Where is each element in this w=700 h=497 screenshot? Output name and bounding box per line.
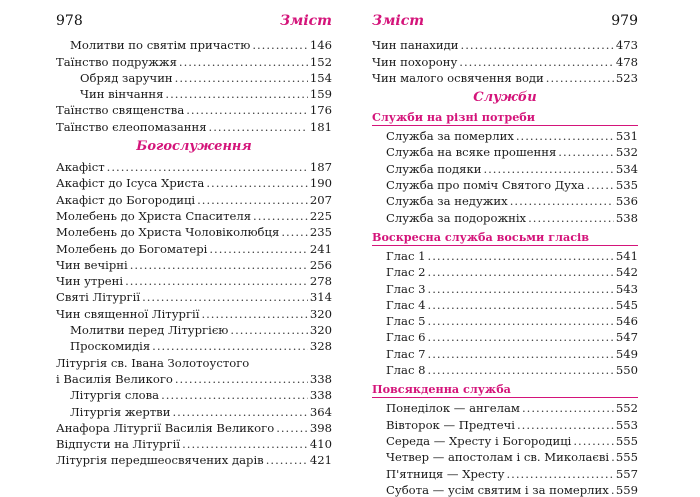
toc-entry xyxy=(56,85,332,101)
dot-leader xyxy=(428,282,614,296)
toc-entry-page-number: 181 xyxy=(309,119,332,134)
dot-leader xyxy=(130,258,308,272)
toc-entry xyxy=(56,36,332,52)
toc-entry xyxy=(372,247,638,263)
toc-entry xyxy=(372,328,638,344)
toc-entry-page-number: 555 xyxy=(615,450,638,465)
toc-entry-title: Глас 2 xyxy=(386,265,426,280)
subsection-heading: Повсякденна служба xyxy=(372,381,638,398)
toc-entry-title: Таїнство подружжя xyxy=(56,54,177,69)
dot-leader xyxy=(179,55,308,69)
dot-leader xyxy=(517,418,614,432)
dot-leader xyxy=(142,290,308,304)
left-section-entries xyxy=(56,158,332,468)
toc-entry xyxy=(56,174,332,190)
dot-leader xyxy=(230,323,307,337)
toc-entry-page-number: 159 xyxy=(309,87,332,102)
dot-leader xyxy=(172,405,307,419)
toc-entry-page-number: 534 xyxy=(615,161,638,176)
dot-leader xyxy=(586,178,613,192)
toc-entry xyxy=(56,207,332,223)
dot-leader xyxy=(428,347,614,361)
dot-leader xyxy=(522,401,614,415)
toc-entry-page-number: 364 xyxy=(309,404,332,419)
toc-entry-title: Молитви по святім причастю xyxy=(70,38,251,53)
toc-entry xyxy=(372,52,638,68)
toc-entry-page-number: 235 xyxy=(309,225,332,240)
left-page-header xyxy=(56,12,332,30)
toc-entry-page-number: 320 xyxy=(309,306,332,321)
toc-entry-title: Чин вінчання xyxy=(80,87,164,102)
toc-entry-title: Літургія слова xyxy=(70,388,160,403)
dot-leader xyxy=(516,129,614,143)
toc-entry xyxy=(372,143,638,159)
toc-entry-page-number: 187 xyxy=(309,160,332,175)
toc-entry-title: Чин панахиди xyxy=(372,38,459,53)
toc-entry xyxy=(56,304,332,320)
dot-leader xyxy=(546,71,614,85)
toc-entry-page-number: 398 xyxy=(309,420,332,435)
toc-entry-page-number: 557 xyxy=(615,466,638,481)
toc-entry-page-number: 320 xyxy=(309,323,332,338)
toc-entry xyxy=(372,361,638,377)
toc-entry-page-number: 545 xyxy=(615,297,638,312)
toc-entry-page-number: 328 xyxy=(309,339,332,354)
toc-entry-title: Служба про поміч Святого Духа xyxy=(386,178,585,193)
toc-entry-page-number: 543 xyxy=(615,281,638,296)
left-page-running-title: Зміст xyxy=(279,13,332,29)
dot-leader xyxy=(209,242,308,256)
toc-entry-title: Літургія св. Івана Золотоустого xyxy=(56,355,250,370)
dot-leader xyxy=(175,71,308,85)
toc-entry-title: Четвер — апостолам і св. Миколаєві xyxy=(386,450,610,465)
dot-leader xyxy=(611,450,614,464)
left-page xyxy=(56,12,332,467)
toc-entry-title: Служба за померлих xyxy=(386,129,514,144)
dot-leader xyxy=(611,483,614,497)
left-top-entries xyxy=(56,36,332,134)
toc-entry-title: Глас 5 xyxy=(386,314,426,329)
toc-entry xyxy=(372,312,638,328)
toc-entry xyxy=(56,451,332,467)
toc-entry xyxy=(56,239,332,255)
dot-leader xyxy=(161,388,308,402)
toc-entry-title: Глас 7 xyxy=(386,346,426,361)
toc-entry-page-number: 207 xyxy=(309,192,332,207)
toc-entry xyxy=(56,353,332,369)
toc-entry-title: П'ятниця — Хресту xyxy=(386,466,505,481)
toc-entry xyxy=(56,402,332,418)
toc-entry-page-number: 278 xyxy=(309,274,332,289)
toc-entry xyxy=(56,52,332,68)
dot-leader xyxy=(428,298,614,312)
toc-entry-page-number: 314 xyxy=(309,290,332,305)
dot-leader xyxy=(252,38,308,52)
toc-entry-title: Літургія жертви xyxy=(70,404,171,419)
toc-entry-page-number: 555 xyxy=(615,433,638,448)
toc-entry xyxy=(56,435,332,451)
dot-leader xyxy=(428,330,614,344)
toc-entry-page-number: 421 xyxy=(309,453,332,468)
toc-entry-title: Акафіст до Богородиці xyxy=(56,192,196,207)
toc-entry xyxy=(372,263,638,279)
dot-leader xyxy=(506,467,613,481)
toc-entry-title: Обряд заручин xyxy=(80,70,173,85)
toc-entry xyxy=(372,36,638,52)
toc-entry-page-number: 338 xyxy=(309,371,332,386)
dot-leader xyxy=(197,193,308,207)
toc-entry-page-number: 531 xyxy=(615,129,638,144)
toc-entry xyxy=(56,223,332,239)
toc-entry xyxy=(56,190,332,206)
section-title-bohosluzhennia: Богослуження xyxy=(136,138,252,154)
toc-entry xyxy=(56,158,332,174)
dot-leader xyxy=(182,437,308,451)
toc-entry-page-number: 338 xyxy=(309,388,332,403)
dot-leader xyxy=(201,307,307,321)
dot-leader xyxy=(281,225,308,239)
toc-entry xyxy=(372,279,638,295)
dot-leader xyxy=(483,162,613,176)
toc-entry xyxy=(372,192,638,208)
toc-entry-title: Глас 3 xyxy=(386,281,426,296)
toc-entry xyxy=(372,296,638,312)
toc-entry-title: Таїнство священства xyxy=(56,103,185,118)
right-page-header xyxy=(372,12,638,30)
toc-entry-page-number: 546 xyxy=(615,314,638,329)
subsection-heading: Воскресна служба восьми гласів xyxy=(372,229,638,246)
toc-entry-title: Молебень до Христа Чоловіколюбця xyxy=(56,225,280,240)
toc-entry-title: Акафіст до Ісуса Христа xyxy=(56,176,205,191)
toc-entry xyxy=(372,415,638,431)
toc-entry-page-number: 541 xyxy=(615,248,638,263)
toc-entry xyxy=(372,432,638,448)
toc-entry-title: Середа — Хресту і Богородиці xyxy=(386,433,572,448)
dot-leader xyxy=(558,145,614,159)
toc-entry-page-number: 410 xyxy=(309,437,332,452)
dot-leader xyxy=(510,194,614,208)
toc-entry-page-number: 538 xyxy=(615,210,638,225)
toc-entry xyxy=(56,321,332,337)
toc-entry-page-number: 473 xyxy=(615,38,638,53)
dot-leader xyxy=(152,339,308,353)
toc-entry-page-number: 523 xyxy=(615,70,638,85)
right-page-number: 979 xyxy=(611,13,638,29)
toc-entry-page-number: 152 xyxy=(309,54,332,69)
toc-entry xyxy=(56,288,332,304)
toc-entry-title: Чин вечірні xyxy=(56,257,128,272)
toc-entry-page-number: 553 xyxy=(615,417,638,432)
right-page-running-title: Зміст xyxy=(372,13,425,29)
dot-leader xyxy=(125,274,308,288)
dot-leader xyxy=(459,55,614,69)
toc-entry xyxy=(372,399,638,415)
toc-entry xyxy=(372,208,638,224)
toc-entry-title: і Василія Великого xyxy=(56,371,173,386)
dot-leader xyxy=(428,314,614,328)
toc-entry xyxy=(372,448,638,464)
left-page-number: 978 xyxy=(56,13,83,29)
toc-entry-page-number: 549 xyxy=(615,346,638,361)
dot-leader xyxy=(428,363,614,377)
toc-entry-page-number: 559 xyxy=(615,482,638,497)
toc-entry xyxy=(56,419,332,435)
dot-leader xyxy=(428,249,614,263)
toc-entry-page-number: 190 xyxy=(309,176,332,191)
toc-entry-page-number: 536 xyxy=(615,194,638,209)
toc-entry-page-number: 547 xyxy=(615,330,638,345)
toc-entry-title: Служба за недужих xyxy=(386,194,508,209)
right-page xyxy=(372,12,638,497)
toc-entry-page-number: 542 xyxy=(615,265,638,280)
toc-entry xyxy=(56,337,332,353)
toc-entry xyxy=(372,127,638,143)
toc-entry-title: Анафора Літургії Василія Великого xyxy=(56,420,275,435)
toc-entry-title: Чин священної Літургії xyxy=(56,306,200,321)
dot-leader xyxy=(209,120,308,134)
toc-entry-title: Субота — усім святим і за померлих xyxy=(386,482,609,497)
toc-entry xyxy=(56,370,332,386)
right-top-entries xyxy=(372,36,638,85)
toc-entry-page-number: 241 xyxy=(309,241,332,256)
toc-entry-title: Понеділок — ангелам xyxy=(386,401,520,416)
toc-entry-page-number: 535 xyxy=(615,178,638,193)
dot-leader xyxy=(461,38,614,52)
dot-leader xyxy=(266,453,308,467)
section-title-sluzhby: Служби xyxy=(473,89,537,105)
dot-leader xyxy=(276,421,308,435)
toc-entry-title: Глас 4 xyxy=(386,297,426,312)
toc-entry xyxy=(56,101,332,117)
toc-entry-title: Глас 6 xyxy=(386,330,426,345)
toc-entry-page-number: 532 xyxy=(615,145,638,160)
toc-entry xyxy=(372,481,638,497)
toc-entry-title: Служба на всяке прошення xyxy=(386,145,557,160)
dot-leader xyxy=(175,372,308,386)
toc-entry xyxy=(372,344,638,360)
toc-entry-title: Глас 8 xyxy=(386,363,426,378)
dot-leader xyxy=(428,265,614,279)
toc-entry xyxy=(372,176,638,192)
subsection-heading: Служби на різні потреби xyxy=(372,109,638,126)
toc-entry-title: Літургія передшеосвячених дарів xyxy=(56,453,264,468)
toc-entry-title: Молебень до Христа Спасителя xyxy=(56,208,252,223)
toc-entry-page-number: 176 xyxy=(309,103,332,118)
toc-entry-page-number: 478 xyxy=(615,54,638,69)
toc-entry xyxy=(56,256,332,272)
toc-entry-title: Глас 1 xyxy=(386,248,426,263)
toc-entry-title: Вівторок — Предтечі xyxy=(386,417,515,432)
toc-entry-title: Молитви перед Літургією xyxy=(70,323,229,338)
dot-leader xyxy=(253,209,308,223)
toc-entry-title: Чин утрені xyxy=(56,274,124,289)
dot-leader xyxy=(573,434,614,448)
toc-entry xyxy=(56,272,332,288)
dot-leader xyxy=(528,211,614,225)
right-subsections xyxy=(372,109,638,497)
dot-leader xyxy=(206,176,308,190)
dot-leader xyxy=(107,160,308,174)
toc-entry xyxy=(56,117,332,133)
toc-entry-page-number: 146 xyxy=(309,38,332,53)
toc-entry-page-number: 256 xyxy=(309,257,332,272)
toc-entry-title: Таїнство єлеопомазання xyxy=(56,119,207,134)
toc-entry-title: Святі Літургії xyxy=(56,290,141,305)
toc-entry xyxy=(372,69,638,85)
toc-entry-title: Проскомидія xyxy=(70,339,151,354)
toc-entry-title: Чин похорону xyxy=(372,54,458,69)
toc-entry-page-number: 552 xyxy=(615,401,638,416)
dot-leader xyxy=(165,87,307,101)
toc-entry-page-number: 225 xyxy=(309,208,332,223)
toc-entry-page-number: 550 xyxy=(615,363,638,378)
dot-leader xyxy=(186,103,308,117)
toc-entry xyxy=(56,69,332,85)
toc-entry xyxy=(372,159,638,175)
toc-entry-title: Служба подяки xyxy=(386,161,482,176)
toc-entry-title: Молебень до Богоматері xyxy=(56,241,208,256)
toc-entry-page-number: 154 xyxy=(309,70,332,85)
toc-entry xyxy=(56,386,332,402)
toc-entry-title: Акафіст xyxy=(56,160,105,175)
toc-entry-title: Відпусти на Літургії xyxy=(56,437,181,452)
toc-entry-title: Служба за подорожніх xyxy=(386,210,527,225)
toc-entry-title: Чин малого освячення води xyxy=(372,70,544,85)
